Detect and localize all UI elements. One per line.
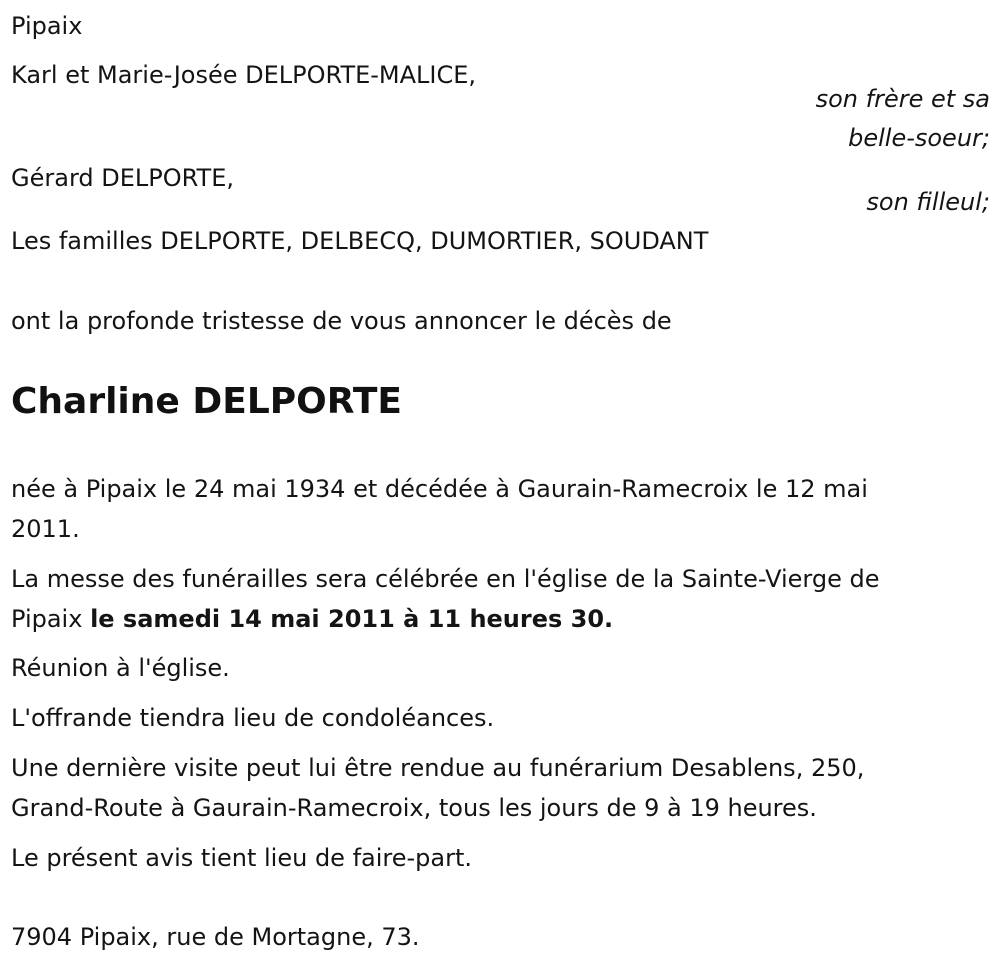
family-member-gerard: Gérard DELPORTE,: [11, 164, 235, 192]
deceased-name: Charline DELPORTE: [11, 381, 403, 422]
notice-note: Le présent avis tient lieu de faire-part.: [11, 844, 473, 872]
offering-text: L'offrande tiendra lieu de condoléances.: [11, 704, 495, 732]
address-text: 7904 Pipaix, rue de Mortagne, 73.: [11, 923, 420, 951]
visit-line2: Grand-Route à Gaurain-Ramecroix, tous les jours de 9 à 19 heures.: [11, 794, 817, 822]
family-list: Les familles DELPORTE, DELBECQ, DUMORTIER, SOUDANT: [11, 227, 709, 255]
mass-line2: [11, 599, 613, 639]
announcement-text: ont la profonde tristesse de vous annoncer le décès de: [11, 307, 672, 335]
meeting-text: Réunion à l'église.: [11, 654, 230, 682]
relation-brother-line2: belle-soeur;: [848, 124, 990, 152]
relation-brother-line1: son frère et sa: [815, 85, 990, 113]
mass-date-time: le samedi 14 mai 2011 à 11 heures 30.: [90, 605, 614, 633]
place-heading: Pipaix: [11, 12, 83, 40]
birth-death-line1: née à Pipaix le 24 mai 1934 et décédée à Gaurain-Ramecroix le 12 mai: [11, 475, 868, 503]
visit-line1: Une dernière visite peut lui être rendue au funérarium Desablens, 250,: [11, 754, 865, 782]
mass-line1: La messe des funérailles sera célébrée en l'église de la Sainte-Vierge de: [11, 565, 880, 593]
mass-place: Pipaix: [11, 605, 91, 633]
family-member-karl: Karl et Marie-Josée DELPORTE-MALICE,: [11, 61, 477, 89]
relation-godson: son filleul;: [866, 188, 990, 216]
birth-death-line2: 2011.: [11, 515, 80, 543]
